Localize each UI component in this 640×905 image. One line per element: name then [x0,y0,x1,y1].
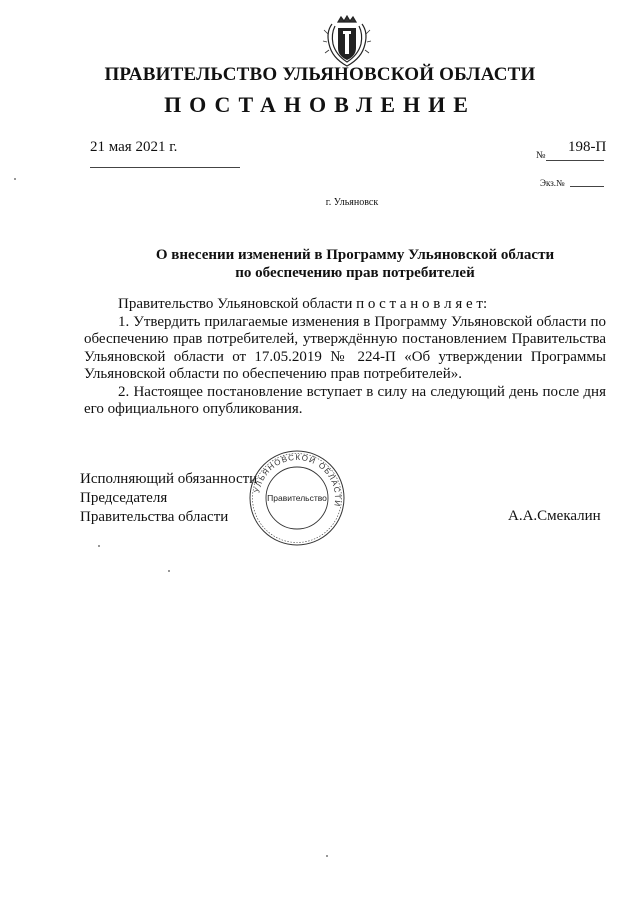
government-title: ПРАВИТЕЛЬСТВО УЛЬЯНОВСКОЙ ОБЛАСТИ [104,64,536,85]
copy-mark: Экз.№ [540,178,565,188]
scan-speck [326,855,328,857]
signature-title [80,470,257,527]
subject-line-1: О внесении изменений в Программу Ульяновской области [155,247,555,263]
document-type: ПОСТАНОВЛЕНИЕ [164,92,476,117]
number-prefix: № [536,150,546,161]
preamble: Правительство Ульяновской области п о с т а н о в л я е т: [118,296,488,312]
document-date: 21 мая 2021 г. [90,139,178,155]
scan-speck [98,545,100,547]
clause-1: 1. Утвердить прилагаемые изменения в Программу Ульяновской области по обеспечению прав потребителей, утверждённую постановлением Правительства Ульяновской области от 17.05.2019 № 224-П «Об утверждении Программы Ульяновской области по обеспечению прав потребителей». [84,313,606,382]
official-seal-icon [247,448,347,548]
document-number: 198-П [568,139,607,155]
city-label: г. Ульяновск [325,197,379,208]
signature-line-1: Исполняющий обязанности [80,471,258,487]
clause-2: 2. Настоящее постановление вступает в силу на следующий день после дня его официального опубликования. [84,383,606,417]
seal-ring-text: УЛЬЯНОВСКОЙ ОБЛАСТИ [252,452,343,508]
number-underline [546,160,604,161]
document-subject [80,246,630,282]
scan-speck [14,178,16,180]
signature-line-2: Председателя [80,490,168,506]
subject-line-2: по обеспечению прав потребителей [235,265,475,281]
scan-speck [168,570,170,572]
signature-line-3: Правительства области [80,509,229,525]
document-body [84,296,606,419]
date-underline [90,167,240,168]
seal-center-text: Правительство [267,493,327,503]
copy-underline [570,186,604,187]
signatory-name: А.А.Смекалин [508,508,601,524]
coat-of-arms-icon [322,14,372,70]
